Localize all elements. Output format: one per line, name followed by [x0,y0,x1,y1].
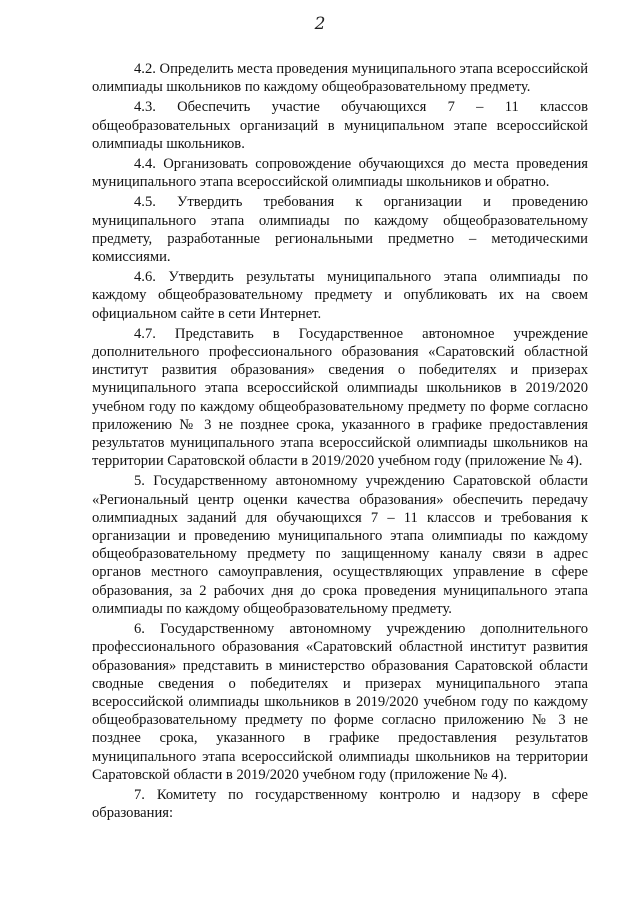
document-body [92,60,588,824]
paragraph-4-4: 4.4. Организовать сопровождение обучающихся до места проведения муниципального этапа всероссийской олимпиады школьников и обратно. [92,156,588,191]
paragraph-4-5: 4.5. Утвердить требования к организации и проведению муниципального этапа олимпиады по каждому общеобразовательному предмету, разработанные региональными предметно – методическими комиссиями. [92,194,588,266]
paragraph-4-7: 4.7. Представить в Государственное автономное учреждение дополнительного профессионального образования «Саратовский областной институт развития образования» сведения о победителях и призерах муниципального этапа всероссийской олимпиады школьников в 2019/2020 учебном году по каждому общеобразовательному предмету по форме согласно приложению № 3 не позднее срока, указанного в графике предоставления результатов муниципального этапа всероссийской олимпиады школьников на территории Саратовской области в 2019/2020 учебном году (приложение № 4). [92,325,588,470]
paragraph-6: 6. Государственному автономному учреждению дополнительного профессионального образования «Саратовский областной институт развития образования» представить в министерство образования Саратовской области сводные сведения о победителях и призерах муниципального этапа всероссийской олимпиады школьников в 2019/2020 учебном году по каждому общеобразовательному предмету по форме согласно приложению № 3 не позднее срока, указанного в графике предоставления результатов муниципального этапа всероссийской олимпиады школьников на территории Саратовской области в 2019/2020 учебном году (приложение № 4). [92,621,588,783]
paragraph-4-2: 4.2. Определить места проведения муниципального этапа всероссийской олимпиады школьников по каждому общеобразовательному предмету. [92,61,589,96]
paragraph-4-3: 4.3. Обеспечить участие обучающихся 7 – 11 классов общеобразовательных организаций в муниципальном этапе всероссийской олимпиады школьников. [92,99,588,152]
page-number: 2 [314,14,326,34]
paragraph-4-6: 4.6. Утвердить результаты муниципального этапа олимпиады по каждому общеобразовательному предмету и опубликовать их на своем официальном сайте в сети Интернет. [92,269,588,322]
paragraph-5: 5. Государственному автономному учреждению Саратовской области «Региональный центр оценки качества образования» обеспечить передачу олимпиадных заданий для обучающихся 7 – 11 классов и требования к организации и проведению муниципального этапа олимпиады по каждому общеобразовательному предмету по защищенному каналу связи в адрес органов местного самоуправления, осуществляющих управление в сфере образования, за 2 рабочих дня до срока проведения муниципального этапа олимпиады по каждому общеобразовательному предмету. [92,473,588,617]
paragraph-7: 7. Комитету по государственному контролю и надзору в сфере образования: [92,786,588,822]
